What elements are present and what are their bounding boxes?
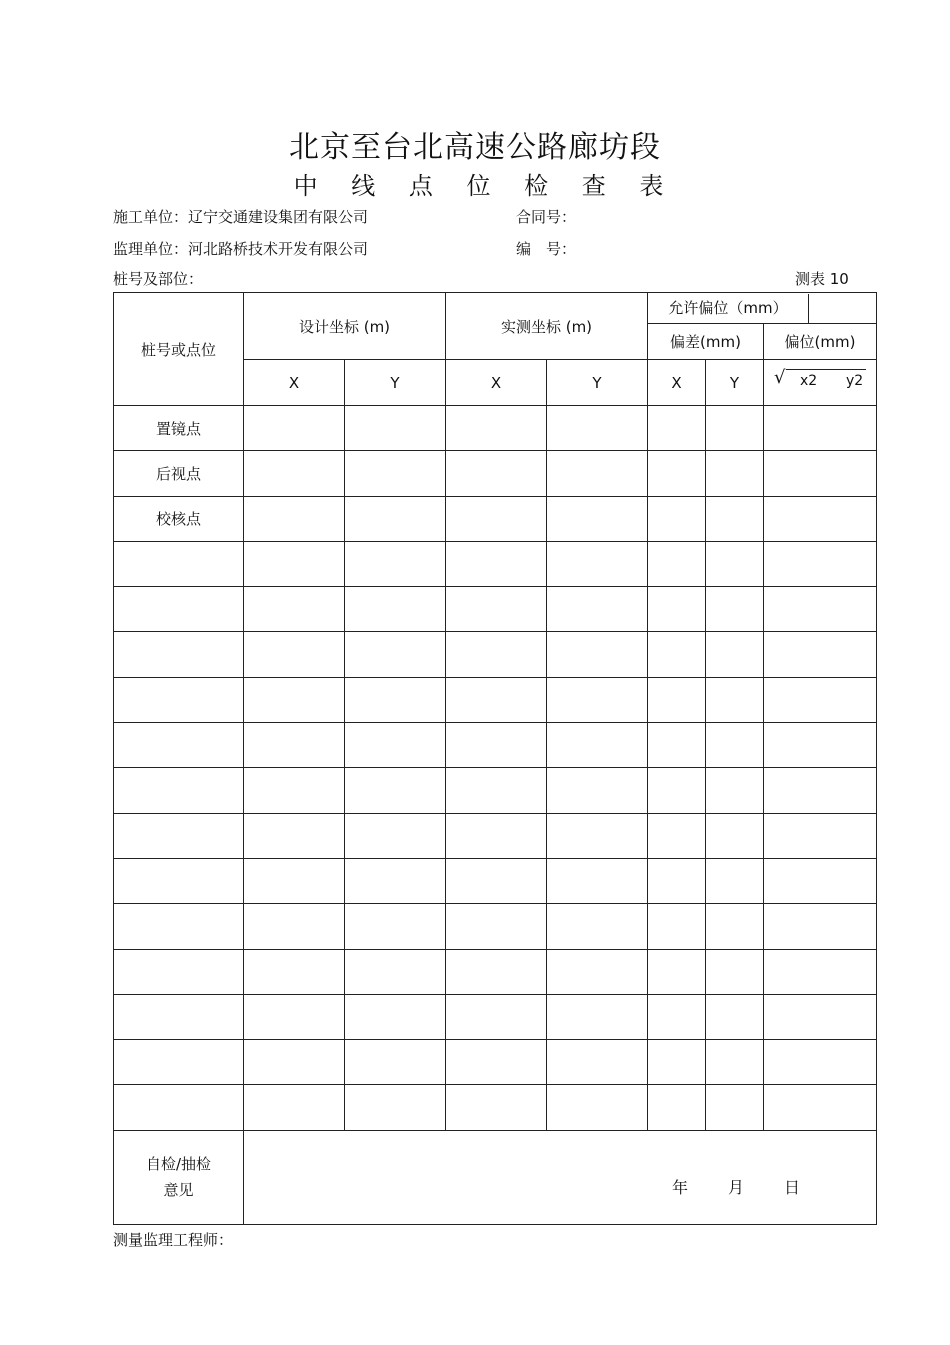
row-point-label: [114, 587, 244, 632]
table-row: [114, 858, 877, 903]
data-cell[interactable]: [345, 406, 446, 451]
table-row: [114, 994, 877, 1039]
data-cell[interactable]: [706, 949, 764, 994]
data-cell[interactable]: [706, 587, 764, 632]
data-cell[interactable]: [446, 949, 547, 994]
data-cell[interactable]: [547, 1085, 648, 1130]
header-point: 桩号或点位: [114, 293, 244, 406]
data-cell[interactable]: [446, 813, 547, 858]
data-cell[interactable]: [345, 1040, 446, 1085]
construction-unit: 施工单位：辽宁交通建设集团有限公司: [113, 208, 369, 226]
data-cell[interactable]: [547, 723, 648, 768]
data-cell[interactable]: [244, 813, 345, 858]
data-cell[interactable]: [446, 541, 547, 586]
data-cell[interactable]: [764, 406, 877, 451]
data-cell[interactable]: [547, 768, 648, 813]
data-cell[interactable]: [244, 1085, 345, 1130]
data-cell[interactable]: [446, 496, 547, 541]
sqrt-icon: √: [774, 366, 786, 388]
data-cell[interactable]: [706, 858, 764, 903]
row-point-label: [114, 813, 244, 858]
form-code: 测表 10: [795, 270, 849, 288]
data-cell[interactable]: [244, 587, 345, 632]
data-cell[interactable]: [446, 904, 547, 949]
data-cell[interactable]: [345, 813, 446, 858]
data-cell[interactable]: [547, 994, 648, 1039]
data-cell[interactable]: [764, 858, 877, 903]
table-row: [114, 723, 877, 768]
data-cell[interactable]: [345, 632, 446, 677]
header-deviation-y: Y: [706, 360, 764, 406]
data-cell[interactable]: [446, 451, 547, 496]
row-point-label: [114, 723, 244, 768]
data-cell[interactable]: [547, 813, 648, 858]
header-offset: 偏位(mm): [764, 324, 877, 360]
data-cell[interactable]: [764, 768, 877, 813]
data-cell[interactable]: [764, 496, 877, 541]
table-row: [114, 541, 877, 586]
row-point-label: [114, 858, 244, 903]
remark-row: [114, 1130, 877, 1224]
data-cell[interactable]: [345, 1085, 446, 1130]
data-cell[interactable]: [244, 949, 345, 994]
data-cell[interactable]: [764, 1085, 877, 1130]
data-cell[interactable]: [446, 1085, 547, 1130]
data-cell[interactable]: [764, 541, 877, 586]
data-cell[interactable]: [706, 723, 764, 768]
row-point-label: [114, 677, 244, 722]
data-cell[interactable]: [345, 541, 446, 586]
table-row: [114, 1040, 877, 1085]
data-cell[interactable]: [764, 677, 877, 722]
data-cell[interactable]: [648, 768, 706, 813]
contract-number: 合同号：: [516, 208, 577, 226]
data-cell[interactable]: [706, 632, 764, 677]
data-cell[interactable]: [547, 406, 648, 451]
data-cell[interactable]: [706, 904, 764, 949]
row-point-label: 后视点: [114, 451, 244, 496]
data-cell[interactable]: [446, 632, 547, 677]
row-point-label: 置镜点: [114, 406, 244, 451]
header-offset-formula: [764, 360, 877, 406]
header-deviation-x: X: [648, 360, 706, 406]
data-cell[interactable]: [706, 1040, 764, 1085]
data-cell[interactable]: [244, 496, 345, 541]
row-point-label: [114, 541, 244, 586]
data-cell[interactable]: [648, 451, 706, 496]
remark-label: [114, 1130, 244, 1224]
header-allowed-offset: [648, 293, 877, 324]
station-and-part: 桩号及部位：: [113, 270, 204, 288]
data-cell[interactable]: [648, 1040, 706, 1085]
serial-number: 编 号：: [516, 240, 577, 258]
table-row: [114, 677, 877, 722]
header-design-x: X: [244, 360, 345, 406]
data-cell[interactable]: [648, 541, 706, 586]
row-point-label: [114, 904, 244, 949]
header-allowed-offset-label: 允许偏位（mm）: [668, 298, 788, 317]
data-cell[interactable]: [648, 994, 706, 1039]
remark-label-line1: 自检/抽检: [145, 1155, 212, 1174]
header-measured-y: Y: [547, 360, 648, 406]
data-cell[interactable]: [244, 406, 345, 451]
header-measured-coords: 实测坐标 (m): [446, 293, 648, 360]
data-cell[interactable]: [764, 994, 877, 1039]
data-cell[interactable]: [345, 677, 446, 722]
data-cell[interactable]: [244, 451, 345, 496]
data-cell[interactable]: [648, 632, 706, 677]
data-cell[interactable]: [764, 451, 877, 496]
data-cell[interactable]: [345, 723, 446, 768]
data-cell[interactable]: [648, 858, 706, 903]
data-cell[interactable]: [547, 451, 648, 496]
data-cell[interactable]: [547, 541, 648, 586]
data-cell[interactable]: [648, 677, 706, 722]
data-cell[interactable]: [547, 677, 648, 722]
row-point-label: [114, 994, 244, 1039]
data-cell[interactable]: [345, 949, 446, 994]
data-cell[interactable]: [547, 858, 648, 903]
table-row: [114, 768, 877, 813]
data-cell[interactable]: [764, 1040, 877, 1085]
data-cell[interactable]: [446, 994, 547, 1039]
data-cell[interactable]: [244, 677, 345, 722]
data-cell[interactable]: [764, 632, 877, 677]
data-cell[interactable]: [706, 1085, 764, 1130]
inspection-table: [113, 292, 877, 1225]
data-cell[interactable]: [446, 768, 547, 813]
data-cell[interactable]: [345, 496, 446, 541]
data-cell[interactable]: [706, 768, 764, 813]
data-cell[interactable]: [244, 858, 345, 903]
data-cell[interactable]: [547, 949, 648, 994]
data-cell[interactable]: [446, 406, 547, 451]
data-cell[interactable]: [764, 723, 877, 768]
header-measured-x: X: [446, 360, 547, 406]
data-cell[interactable]: [446, 723, 547, 768]
data-cell[interactable]: [345, 904, 446, 949]
data-cell[interactable]: [706, 541, 764, 586]
data-cell[interactable]: [547, 496, 648, 541]
formula-y2: y2: [846, 372, 864, 389]
data-cell[interactable]: [244, 994, 345, 1039]
data-cell[interactable]: [446, 587, 547, 632]
data-cell[interactable]: [648, 496, 706, 541]
data-cell[interactable]: [345, 994, 446, 1039]
data-cell[interactable]: [345, 768, 446, 813]
data-cell[interactable]: [648, 1085, 706, 1130]
remark-label-line2: 意见: [163, 1181, 194, 1200]
header-allowed-offset-value: [808, 294, 876, 323]
header-deviation: 偏差(mm): [648, 324, 764, 360]
data-cell[interactable]: [706, 677, 764, 722]
date-day: 日: [784, 1177, 801, 1197]
data-cell[interactable]: [345, 587, 446, 632]
row-point-label: [114, 1040, 244, 1085]
table-row: [114, 451, 877, 496]
date-month: 月: [728, 1177, 745, 1197]
data-cell[interactable]: [764, 587, 877, 632]
table-row: [114, 406, 877, 451]
data-cell[interactable]: [706, 994, 764, 1039]
data-cell[interactable]: [648, 949, 706, 994]
data-cell[interactable]: [446, 677, 547, 722]
data-cell[interactable]: [244, 768, 345, 813]
header-design-y: Y: [345, 360, 446, 406]
data-cell[interactable]: [547, 904, 648, 949]
table-row: [114, 904, 877, 949]
table-row: [114, 496, 877, 541]
header-design-coords: 设计坐标 (m): [244, 293, 446, 360]
data-cell[interactable]: [706, 406, 764, 451]
table-row: [114, 1085, 877, 1130]
data-cell[interactable]: [244, 541, 345, 586]
data-cell[interactable]: [547, 1040, 648, 1085]
data-cell[interactable]: [648, 723, 706, 768]
data-cell[interactable]: [345, 451, 446, 496]
data-cell[interactable]: [547, 632, 648, 677]
table-row: [114, 949, 877, 994]
data-cell[interactable]: [547, 587, 648, 632]
data-cell[interactable]: [706, 496, 764, 541]
row-point-label: 校核点: [114, 496, 244, 541]
data-cell[interactable]: [446, 858, 547, 903]
data-cell[interactable]: [244, 723, 345, 768]
document-title: 北京至台北高速公路廊坊段: [289, 130, 661, 165]
data-cell[interactable]: [244, 904, 345, 949]
row-point-label: [114, 1085, 244, 1130]
remark-content[interactable]: [244, 1130, 877, 1224]
data-cell[interactable]: [764, 904, 877, 949]
data-cell[interactable]: [244, 632, 345, 677]
row-point-label: [114, 632, 244, 677]
table-row: [114, 813, 877, 858]
data-cell[interactable]: [764, 949, 877, 994]
row-point-label: [114, 949, 244, 994]
data-cell[interactable]: [244, 1040, 345, 1085]
data-cell[interactable]: [706, 451, 764, 496]
date-year: 年: [672, 1177, 689, 1197]
data-cell[interactable]: [648, 587, 706, 632]
table-row: [114, 632, 877, 677]
row-point-label: [114, 768, 244, 813]
document-subtitle: 中 线 点 位 检 查 表: [293, 172, 677, 200]
survey-engineer: 测量监理工程师：: [113, 1231, 234, 1249]
data-cell[interactable]: [446, 1040, 547, 1085]
data-cell[interactable]: [345, 858, 446, 903]
data-cell[interactable]: [648, 406, 706, 451]
data-cell[interactable]: [706, 813, 764, 858]
formula-x2: x2: [800, 372, 818, 389]
table-row: [114, 587, 877, 632]
supervision-unit: 监理单位：河北路桥技术开发有限公司: [113, 240, 369, 258]
data-cell[interactable]: [648, 904, 706, 949]
data-cell[interactable]: [764, 813, 877, 858]
data-cell[interactable]: [648, 813, 706, 858]
